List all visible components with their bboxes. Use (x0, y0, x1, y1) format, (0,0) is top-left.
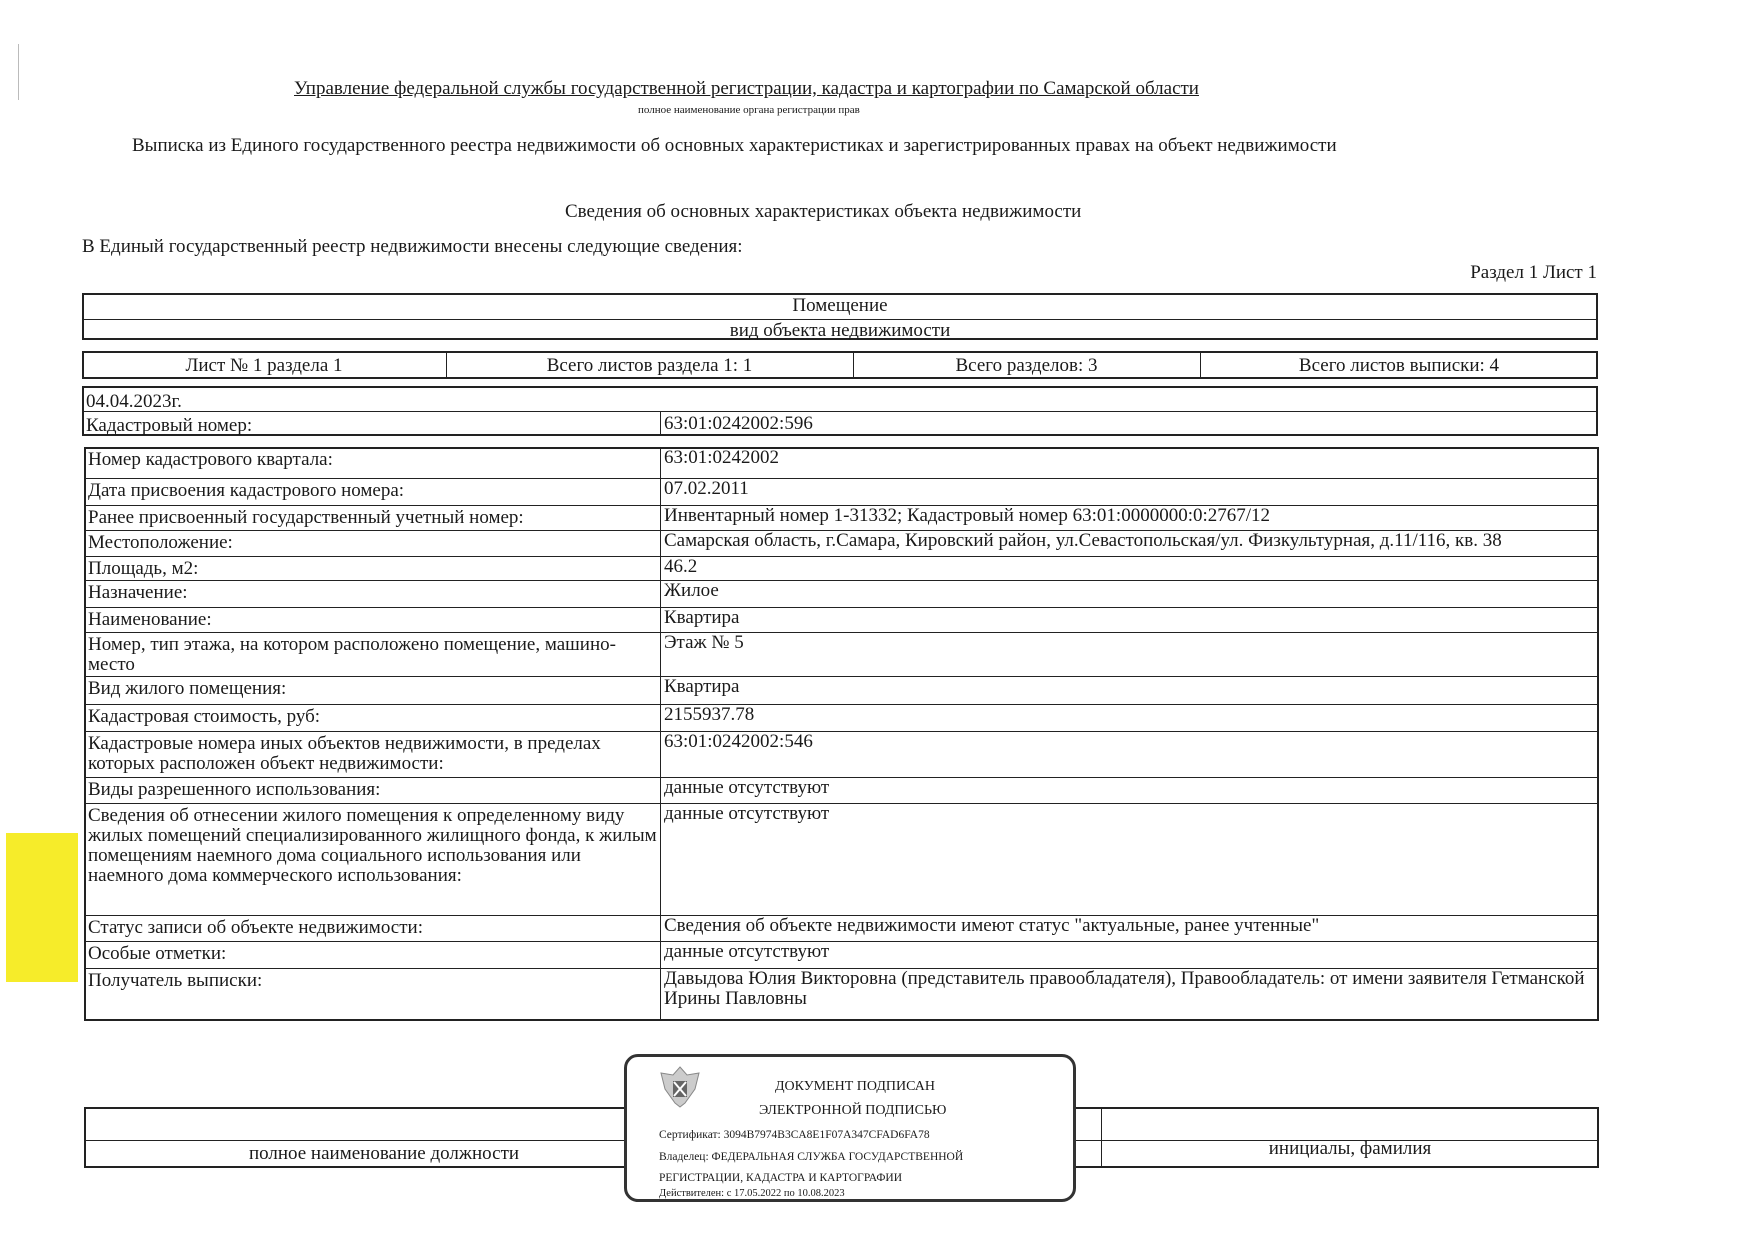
sheet-number: Лист № 1 раздела 1 (185, 355, 343, 376)
row-value: Квартира (664, 676, 740, 697)
row-value: 63:01:0242002:546 (664, 731, 813, 752)
intro-text: В Единый государственный реестр недвижимости внесены следующие сведения: (82, 236, 743, 257)
stamp-validity: Действителен: с 17.05.2022 по 10.08.2023 (659, 1188, 845, 1199)
stamp-owner-cont: РЕГИСТРАЦИИ, КАДАСТРА И КАРТОГРАФИИ (659, 1172, 903, 1184)
row-value: Квартира (664, 607, 740, 628)
object-type: Помещение (792, 295, 888, 316)
row-value: Этаж № 5 (664, 632, 744, 653)
row-label: Назначение: (88, 582, 188, 603)
row-value: Самарская область, г.Самара, Кировский район, ул.Севастопольская/ул. Физкультурная, д.11/116, кв. 38 (664, 530, 1502, 551)
scan-artifact (18, 44, 19, 100)
row-value: 2155937.78 (664, 704, 755, 725)
row-label: Номер, тип этажа, на котором расположено помещение, машино-место (88, 634, 616, 675)
row-label: Дата присвоения кадастрового номера: (88, 480, 405, 501)
row-value: Инвентарный номер 1-31332; Кадастровый номер 63:01:0000000:0:2767/12 (664, 505, 1271, 526)
document-title: Выписка из Единого государственного реестра недвижимости об основных характеристиках и зарегистрированных правах на объект недвижимости (132, 135, 1337, 156)
stamp-line2: ЭЛЕКТРОННОЙ ПОДПИСЬЮ (759, 1103, 947, 1118)
row-label: Вид жилого помещения: (88, 678, 287, 699)
row-value: Жилое (664, 580, 719, 601)
row-value: данные отсутствуют (664, 803, 830, 824)
name-caption: инициалы, фамилия (1268, 1138, 1432, 1159)
row-value: Сведения об объекте недвижимости имеют статус "актуальные, ранее учтенные" (664, 915, 1320, 936)
row-label: Ранее присвоенный государственный учетный номер: (88, 507, 524, 528)
row-value: 07.02.2011 (664, 478, 749, 499)
cadastral-value: 63:01:0242002:596 (664, 413, 813, 434)
row-label: Площадь, м2: (88, 558, 199, 579)
row-label: Виды разрешенного использования: (88, 779, 381, 800)
row-value: 63:01:0242002 (664, 447, 780, 468)
authority-name: Управление федеральной службы государственной регистрации, кадастра и картографии по Самарской области (294, 78, 1199, 99)
total-sections: Всего разделов: 3 (955, 355, 1098, 376)
section-title: Сведения об основных характеристиках объекта недвижимости (565, 201, 1082, 222)
authority-caption: полное наименование органа регистрации прав (638, 104, 860, 116)
row-label: Получатель выписки: (88, 970, 263, 991)
row-value: Давыдова Юлия Викторовна (представитель правообладателя), Правообладатель: от имени заявителя Гетманской Ирины Павловны (664, 968, 1585, 1009)
row-label: Особые отметки: (88, 943, 227, 964)
position-caption: полное наименование должности (248, 1143, 520, 1164)
row-value: 46.2 (664, 556, 698, 577)
stamp-certificate: Сертификат: 3094B7974B3CA8E1F07A347CFAD6FA78 (659, 1129, 930, 1141)
stamp-line1: ДОКУМЕНТ ПОДПИСАН (775, 1079, 935, 1094)
emblem-icon (657, 1063, 703, 1111)
row-value: данные отсутствуют (664, 777, 830, 798)
cadastral-label: Кадастровый номер: (86, 415, 253, 436)
object-type-caption: вид объекта недвижимости (729, 320, 951, 341)
sheets-in-section: Всего листов раздела 1: 1 (546, 355, 753, 376)
total-sheets: Всего листов выписки: 4 (1298, 355, 1500, 376)
extract-date: 04.04.2023г. (86, 391, 182, 412)
stamp-owner: Владелец: ФЕДЕРАЛЬНАЯ СЛУЖБА ГОСУДАРСТВЕННОЙ (659, 1151, 964, 1163)
e-signature-stamp (624, 1054, 1076, 1202)
row-label: Наименование: (88, 609, 212, 630)
row-value: данные отсутствуют (664, 941, 830, 962)
row-label: Местоположение: (88, 532, 233, 553)
sticky-note (6, 833, 78, 982)
row-label: Сведения об отнесении жилого помещения к определенному виду жилых помещений специализированного жилищного фонда, к жилым помещениям наемного дома социального использования или наемного дома коммерческого использования: (88, 805, 657, 886)
row-label: Номер кадастрового квартала: (88, 449, 333, 470)
row-label: Кадастровые номера иных объектов недвижимости, в пределах которых расположен объект недвижимости: (88, 733, 601, 774)
row-label: Кадастровая стоимость, руб: (88, 706, 321, 727)
row-label: Статус записи об объекте недвижимости: (88, 917, 423, 938)
section-sheet: Раздел 1 Лист 1 (1470, 262, 1597, 283)
